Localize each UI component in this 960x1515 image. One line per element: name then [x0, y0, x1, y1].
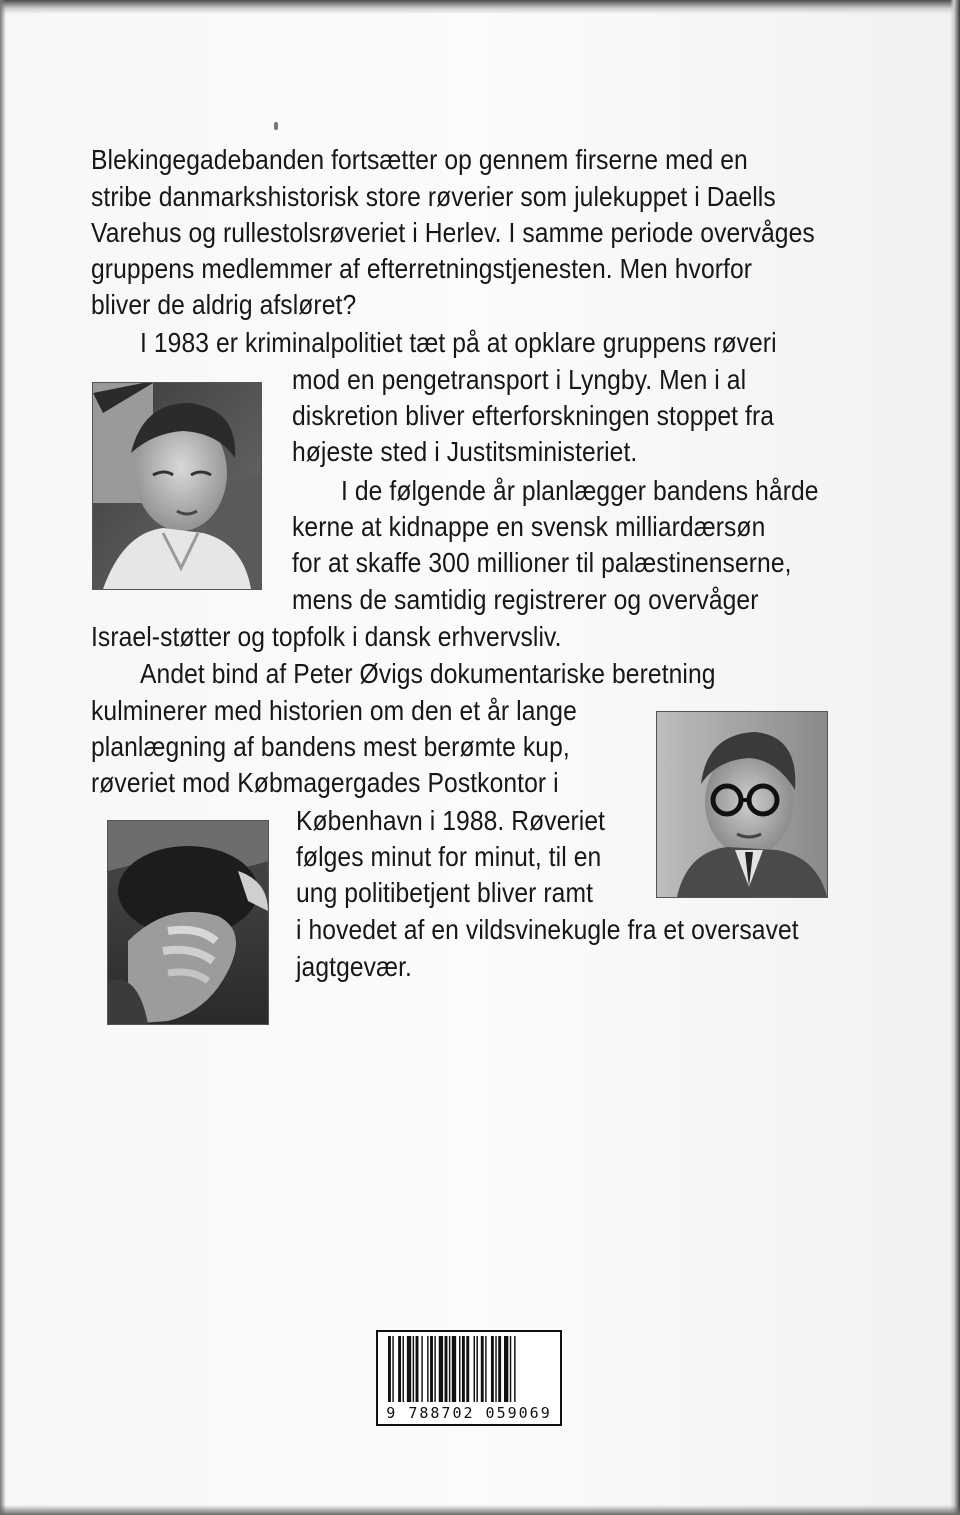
barcode-bar [466, 1336, 469, 1402]
blurb-line: København i 1988. Røveriet [296, 805, 606, 836]
cover-left-edge [0, 0, 6, 1515]
barcode-bar [485, 1336, 486, 1402]
blurb-line: kerne at kidnappe en svensk milliardærsøn [292, 511, 766, 542]
blurb-line: i hovedet af en vildsvinekugle fra et oversavet [296, 914, 799, 945]
barcode-bars [388, 1336, 550, 1402]
blurb-line: mens de samtidig registrerer og overvåger [292, 584, 759, 615]
blurb-line: I de følgende år planlægger bandens hårde [341, 475, 819, 506]
blurb-line: Andet bind af Peter Øvigs dokumentariske beretning [140, 658, 716, 689]
barcode-bar [430, 1336, 433, 1402]
barcode-bar [481, 1336, 484, 1402]
blurb-line: kulminerer med historien om den et år lange [91, 695, 577, 726]
print-speck [274, 122, 278, 130]
barcode-bar [413, 1336, 414, 1402]
barcode-bar [407, 1336, 411, 1402]
blurb-line: planlægning af bandens mest berømte kup, [91, 731, 570, 762]
blurb-line: bliver de aldrig afsløret? [91, 289, 357, 320]
barcode-bar [416, 1336, 419, 1402]
barcode-bar [452, 1336, 456, 1402]
blurb-line: gruppens medlemmer af efterretningstjenesten. Men hvorfor [91, 253, 753, 284]
blurb-line: ung politibetjent bliver ramt [296, 877, 594, 908]
barcode-bar [498, 1336, 501, 1402]
portrait-photo-young-man [92, 382, 262, 590]
blurb-line: Blekingegadebanden fortsætter op gennem firserne med en [91, 144, 748, 175]
barcode-bar [445, 1336, 448, 1402]
isbn-barcode [376, 1330, 562, 1426]
blurb-line: Israel-støtter og topfolk i dansk erhvervsliv. [91, 621, 562, 652]
barcode-bar [392, 1336, 393, 1402]
blurb-line: Varehus og rullestolsrøveriet i Herlev. I samme periode overvåges [91, 217, 815, 248]
barcode-bar [504, 1336, 508, 1402]
cover-top-edge [0, 0, 960, 14]
portrait-image [657, 712, 827, 897]
barcode-bar [459, 1336, 460, 1402]
portrait-photo-man-with-glasses [656, 711, 828, 898]
barcode-bar [398, 1336, 401, 1402]
portrait-image [108, 821, 268, 1024]
blurb-line: for at skaffe 300 millioner til palæstinenserne, [292, 547, 792, 578]
barcode-bar [403, 1336, 404, 1402]
barcode-bar [510, 1336, 511, 1402]
portrait-image [93, 383, 261, 589]
cover-bottom-edge [0, 1505, 960, 1515]
barcode-bar [388, 1336, 391, 1402]
barcode-bar [434, 1336, 435, 1402]
blurb-line: jagtgevær. [296, 951, 412, 982]
blurb-line: stribe danmarkshistorisk store røverier som julekuppet i Daells [91, 181, 776, 212]
barcode-bar [449, 1336, 450, 1402]
blurb-line: højeste sted i Justitsministeriet. [292, 436, 638, 467]
barcode-bar [495, 1336, 496, 1402]
cover-right-edge [950, 0, 960, 1515]
blurb-line: røveriet mod Købmagergades Postkontor i [91, 767, 559, 798]
barcode-bar [427, 1336, 428, 1402]
barcode-bar [439, 1336, 443, 1402]
photo-person-hand-on-head [107, 820, 269, 1025]
barcode-bar [491, 1336, 494, 1402]
barcode-bar [474, 1336, 475, 1402]
blurb-line: mod en pengetransport i Lyngby. Men i al [292, 364, 747, 395]
barcode-bar [476, 1336, 477, 1402]
isbn-number: 9 788702 059069 [378, 1404, 560, 1422]
blurb-line: følges minut for minut, til en [296, 841, 602, 872]
barcode-bar [421, 1336, 422, 1402]
blurb-line: I 1983 er kriminalpolitiet tæt på at opklare gruppens røveri [140, 327, 777, 358]
barcode-bar [514, 1336, 515, 1402]
blurb-line: diskretion bliver efterforskningen stoppet fra [292, 400, 775, 431]
barcode-bar [462, 1336, 465, 1402]
